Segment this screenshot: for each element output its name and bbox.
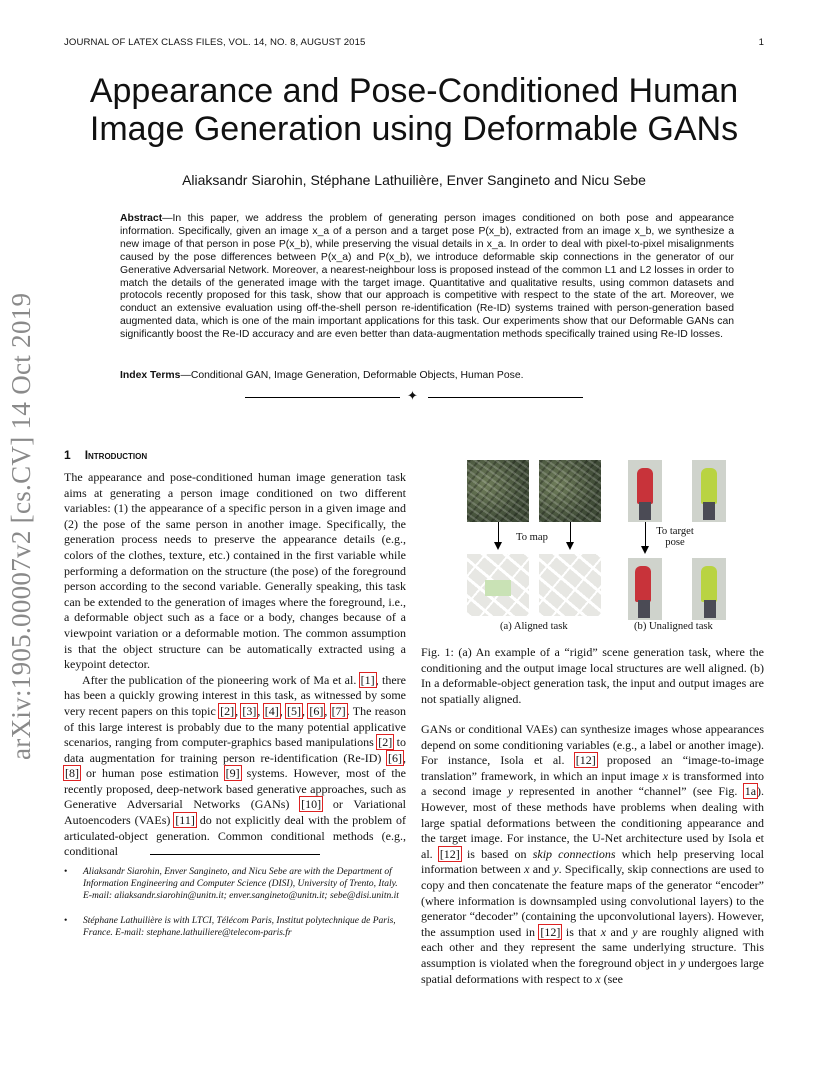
footnote-1-text: Aliaksandr Siarohin, Enver Sangineto, and Nicu Sebe are with the Department of Information Engineering and Computer Science (DISI), University of Trento, Italy. E-mail: aliaksandr.siarohin@unitn.it; enver.sangineto@unitn.it; sebe@disi.unitn.it <box>83 867 399 901</box>
arrow-line <box>498 522 499 544</box>
map-image-2 <box>539 554 601 616</box>
subcaption-b: (b) Unaligned task <box>634 621 713 632</box>
citation-link[interactable]: [12] <box>575 753 596 768</box>
map-image-1 <box>467 554 529 616</box>
running-head: JOURNAL OF LATEX CLASS FILES, VOL. 14, NO. 8, AUGUST 2015 <box>64 37 366 48</box>
section-title: Introduction <box>84 448 148 462</box>
abstract-text: —In this paper, we address the problem of generating person images conditioned on both pose and appearance information. Specifically, given an image x_a of a person and a target pose P(x_b), extracted from an image x_b, we synthesize a new image of that person in pose P(x_b), while preserving the visual details in x_a. In order to deal with pixel-to-pixel misalignments caused by the pose differences between P(x_a) and P(x_b), we introduce deformable skip connections in the generator of our Generative Adversarial Network. Moreover, a nearest-neighbour loss is proposed instead of the common L1 and L2 losses in order to match the details of the generated image with the target image. Quantitative and qualitative results, using common datasets and protocols recently proposed for this task, show that our approach is competitive with respect to the state of the art. Moreover, we conduct an extensive evaluation using off-the-shell person re-identification (Re-ID) systems trained with person-generation based augmented data, which is one of the main important applications for this task. Our experiments show that our Deformable GANs can significantly boost the Re-ID accuracy and are even better than data-augmentation methods specifically trained using Re-ID losses. <box>120 213 734 341</box>
divider-line-left <box>245 397 400 398</box>
body-column-left <box>64 470 406 860</box>
citation-link[interactable]: [1] <box>360 672 375 687</box>
abstract-label: Abstract <box>120 213 163 224</box>
satellite-image-1 <box>467 460 529 522</box>
citation-link[interactable]: [2] <box>220 703 235 718</box>
figure-1 <box>462 458 722 638</box>
paragraph: GANs or conditional VAEs) can synthesize images whose appearances depend on some conditioning variables (e.g., a label or another image). For instance, Isola et al. [12] proposed an “image-to-image translation” framework, in which an input image x is transformed into a second image y represented in another “channel” (see Fig. 1a). However, most of these methods have problems when dealing with large spatial deformations between the conditioning appearance and the target image. For instance, the U-Net architecture used by Isola et al. [12] is based on skip connections which help preserving local information between x and y. Specifically, skip connections are used to copy and then concatenate the feature maps of the generator “encoder” (where information is downsampled using convolutional layers) to the generator “decoder” (containing the upconvolutional layers). However, the assumption used in [12] is that x and y are roughly aligned with each other and they represent the same underlying structure. This assumption is violated when the foreground object in y undergoes large spatial deformations with respect to x (see <box>421 722 765 986</box>
page-number: 1 <box>758 37 764 48</box>
citation-link[interactable]: [3] <box>242 703 257 718</box>
satellite-image-2 <box>539 460 601 522</box>
citation-link[interactable]: [8] <box>65 766 79 781</box>
citation-link[interactable]: [6] <box>388 750 402 765</box>
citation-link[interactable]: [2] <box>378 735 393 750</box>
index-terms <box>120 370 734 381</box>
figure-1-caption: Fig. 1: (a) An example of a “rigid” scene generation task, where the conditioning and the output image local structures are well aligned. (b) In a deformable-object generation task, the input and output images are not spatially aligned. <box>421 645 764 706</box>
person-image-source-2 <box>692 460 726 522</box>
paper-title <box>40 72 788 148</box>
subcaption-a: (a) Aligned task <box>500 621 568 632</box>
footnote-1 <box>64 866 406 902</box>
index-terms-text: —Conditional GAN, Image Generation, Deformable Objects, Human Pose. <box>180 370 524 381</box>
arxiv-side-stamp: arXiv:1905.00007v2 [cs.CV] 14 Oct 2019 <box>6 292 36 760</box>
bullet-icon: • <box>64 916 68 926</box>
figure-link[interactable]: 1a <box>744 784 757 799</box>
person-image-source-1 <box>628 460 662 522</box>
arrow-line <box>645 522 646 548</box>
citation-link[interactable]: [7] <box>331 703 346 718</box>
citation-link[interactable]: [6] <box>309 703 324 718</box>
paragraph: The appearance and pose-conditioned human image generation task aims at generating a person image conditioned on two different variables: (1) the appearance of a specific person in a given image and (2) the pose of the same person in another image. Specifically, the generation process needs to preserve the appearance details (e.g., colors of the clothes, texture, etc.) contained in the first variable while performing a deformation on the structure (the pose) of the foreground person according to the second variable. Generally speaking, this task can be extended to the generation of images where the foreground, i.e., a deformable object such as a face or a body, changes because of a viewpoint variation or a deformable motion. The common assumption is that the object structure can be automatically extracted using a keypoint detector. <box>64 470 406 672</box>
person-image-target-1 <box>628 558 662 620</box>
arrow-down-icon <box>494 542 502 550</box>
section-heading <box>64 448 147 462</box>
divider-line-right <box>428 397 583 398</box>
title-line-1: Appearance and Pose-Conditioned Human <box>89 72 739 110</box>
body-column-right <box>421 722 764 987</box>
figure-label-to-target: To target pose <box>656 526 694 548</box>
citation-link[interactable]: [12] <box>540 924 561 939</box>
citation-link[interactable]: [11] <box>175 813 195 828</box>
paragraph: After the publication of the pioneering work of Ma et al. [1], there has been a quickly growing interest in this task, as witnessed by some very recent papers on this topic [2], [3], [4], [5], [6], [7]. The reason of this large interest is probably due to the many potential applicative scenarios, ranging from computer-graphics based manipulations [2] to data augmentation for training person re-identification (Re-ID) [6], [8] or human pose estimation [9] systems. However, most of the recently proposed, deep-network based generative approaches, such as Generative Adversarial Networks (GANs) [10] or Variational Autoencoders (VAEs) [11] do not explicitly deal with the problem of articulated-object generation. Common conditional methods (e.g., conditional <box>64 672 407 859</box>
citation-link[interactable]: [4] <box>264 703 279 718</box>
bullet-icon: • <box>64 867 68 877</box>
citation-link[interactable]: [9] <box>225 766 240 781</box>
author-list: Aliaksandr Siarohin, Stéphane Lathuilière, Enver Sangineto and Nicu Sebe <box>182 172 646 188</box>
figure-label-to-map: To map <box>516 532 548 543</box>
arrow-down-icon <box>566 542 574 550</box>
arrow-down-icon <box>641 546 649 554</box>
footnote-2 <box>64 915 406 939</box>
section-number: 1 <box>64 448 71 462</box>
person-image-target-2 <box>692 558 726 620</box>
footnotes <box>64 866 406 952</box>
arrow-line <box>570 522 571 544</box>
citation-link[interactable]: [10] <box>301 797 322 812</box>
index-terms-label: Index Terms <box>120 370 181 381</box>
title-line-2: Image Generation using Deformable GANs <box>89 110 739 148</box>
citation-link[interactable]: [12] <box>439 846 460 861</box>
footnote-2-text: Stéphane Lathuilière is with LTCI, Télécom Paris, Institut polytechnique de Paris, France. E-mail: stephane.lathuiliere@telecom-paris.fr <box>83 916 396 938</box>
divider-star-icon: ✦ <box>407 388 418 403</box>
abstract <box>120 213 734 342</box>
footnote-rule <box>150 854 320 855</box>
citation-link[interactable]: [5] <box>287 703 302 718</box>
